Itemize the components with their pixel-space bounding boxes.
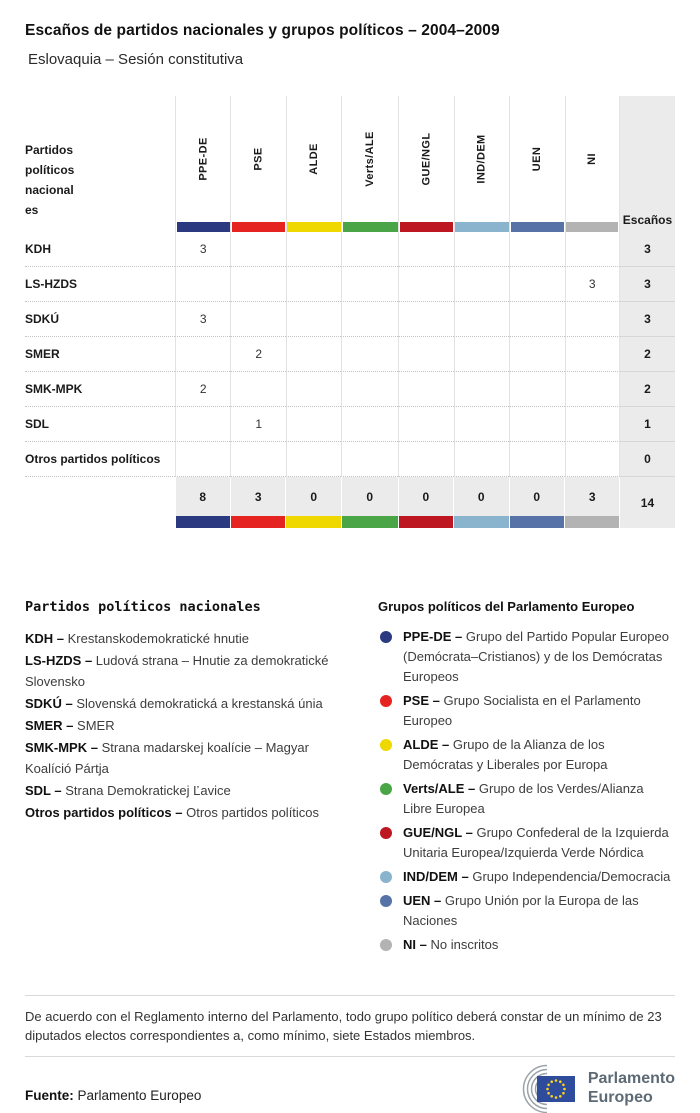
column-header-gue-ngl: GUE/NGL (398, 96, 454, 232)
row-total: 3 (620, 267, 675, 302)
seat-cell (175, 442, 230, 477)
seat-cell (230, 232, 285, 267)
column-header-pse: PSE (230, 96, 285, 232)
footer (25, 1063, 675, 1113)
legend-party-item: SDL – Strana Demokratickej Ľavice (25, 783, 231, 798)
seat-cell (175, 337, 230, 372)
group-color-bar (177, 222, 230, 232)
legend-party-item: LS-HZDS – Ludová strana – Hnutie za demokratické Slovensko (25, 653, 329, 689)
group-color-dot (380, 695, 392, 707)
group-color-bar (342, 516, 398, 528)
row-total: 3 (620, 302, 675, 337)
group-total-gue-ngl: 0 (398, 477, 454, 528)
party-name: Otros partidos políticos (25, 442, 175, 477)
legend-parties-title: Partidos políticos nacionales (25, 599, 261, 615)
column-header-ppe-de: PPE-DE (175, 96, 230, 232)
group-color-bar (510, 516, 564, 528)
column-header-alde: ALDE (286, 96, 341, 232)
first-column-header-line: Partidos (25, 143, 74, 157)
first-column-header-line: es (25, 203, 39, 217)
seat-cell (509, 442, 564, 477)
legend-group-item: IND/DEM – Grupo Independencia/Democracia (378, 867, 675, 887)
seat-cell (286, 372, 341, 407)
column-header-ni: NI (565, 96, 620, 232)
party-name: SDL (25, 407, 175, 442)
seat-cell (341, 407, 398, 442)
seat-cell (398, 407, 454, 442)
infographic-page (0, 22, 700, 1113)
logo-wordmark: Parlamento Europeo (587, 1070, 675, 1106)
legend-groups-title: Grupos políticos del Parlamento Europeo (378, 599, 635, 614)
group-color-dot (380, 739, 392, 751)
seat-cell: 3 (175, 232, 230, 267)
first-column-header-line: nacional (25, 183, 74, 197)
seat-cell (454, 232, 509, 267)
seat-cell (230, 267, 285, 302)
seat-cell (565, 302, 620, 337)
legend-group-item: PPE-DE – Grupo del Partido Popular Europeo (Demócrata–Cristianos) y de los Demócratas Europeos (378, 627, 675, 687)
seat-cell (509, 302, 564, 337)
seat-cell (454, 302, 509, 337)
group-total-ppe-de: 8 (175, 477, 230, 528)
seat-cell (286, 232, 341, 267)
seat-cell (341, 267, 398, 302)
seat-cell (286, 302, 341, 337)
page-title: Escaños de partidos nacionales y grupos políticos – 2004–2009 (25, 22, 500, 39)
group-color-bar (287, 222, 340, 232)
row-total: 2 (620, 372, 675, 407)
seat-cell: 2 (230, 337, 285, 372)
seat-cell (230, 372, 285, 407)
seat-cell (565, 337, 620, 372)
seat-cell (230, 302, 285, 337)
seat-cell (286, 337, 341, 372)
seat-cell (509, 232, 564, 267)
group-color-bar (286, 516, 340, 528)
divider (25, 1056, 675, 1057)
group-color-bar (511, 222, 564, 232)
seat-cell (509, 267, 564, 302)
seat-cell: 3 (175, 302, 230, 337)
seat-cell (454, 442, 509, 477)
seat-cell (398, 267, 454, 302)
legend-group-item: GUE/NGL – Grupo Confederal de la Izquierda Unitaria Europea/Izquierda Verde Nórdica (378, 823, 675, 863)
seat-cell (175, 267, 230, 302)
group-color-bar (232, 222, 285, 232)
legend-party-item: KDH – Krestanskodemokratické hnutie (25, 631, 250, 646)
group-color-dot (380, 783, 392, 795)
seat-cell (286, 267, 341, 302)
legend-group-item: PSE – Grupo Socialista en el Parlamento Europeo (378, 691, 675, 731)
seat-cell: 3 (565, 267, 620, 302)
seat-cell (286, 407, 341, 442)
legend-party-item: Otros partidos políticos – Otros partidos políticos (25, 805, 320, 820)
legend-party-item: SMER – SMER (25, 718, 115, 733)
legend-group-item: UEN – Grupo Unión por la Europa de las Naciones (378, 891, 675, 931)
group-color-bar (565, 516, 619, 528)
row-total: 3 (620, 232, 675, 267)
seat-cell (341, 442, 398, 477)
seat-cell (341, 337, 398, 372)
first-column-header (25, 96, 175, 232)
group-color-bar (566, 222, 618, 232)
row-total: 1 (620, 407, 675, 442)
group-color-bar (343, 222, 398, 232)
hemicycle-icon (487, 1063, 579, 1113)
seat-cell (398, 372, 454, 407)
seat-cell: 1 (230, 407, 285, 442)
column-header-ind-dem: IND/DEM (454, 96, 509, 232)
party-name: SDKÚ (25, 302, 175, 337)
seats-column-header: Escaños (620, 96, 675, 232)
seat-cell (565, 442, 620, 477)
seat-cell (398, 337, 454, 372)
group-color-bar (399, 516, 454, 528)
seat-cell: 2 (175, 372, 230, 407)
group-total-uen: 0 (509, 477, 564, 528)
grand-total: 14 (620, 477, 675, 528)
group-color-bar (454, 516, 508, 528)
group-color-dot (380, 631, 392, 643)
group-total-ni: 3 (565, 477, 620, 528)
seat-cell (341, 232, 398, 267)
seat-cell (509, 372, 564, 407)
source-line: Fuente: Parlamento Europeo (25, 1087, 202, 1103)
legend-group-item: ALDE – Grupo de la Alianza de los Demócratas y Liberales por Europa (378, 735, 675, 775)
group-color-bar (176, 516, 230, 528)
seat-cell (565, 372, 620, 407)
seat-cell (454, 407, 509, 442)
seats-table (25, 96, 675, 528)
seat-cell (565, 232, 620, 267)
group-color-dot (380, 827, 392, 839)
divider (25, 995, 675, 996)
seat-cell (398, 302, 454, 337)
row-total: 0 (620, 442, 675, 477)
group-total-verts-ale: 0 (341, 477, 398, 528)
column-header-uen: UEN (509, 96, 564, 232)
column-header-verts-ale: Verts/ALE (341, 96, 398, 232)
group-color-dot (380, 871, 392, 883)
legend-party-item: SMK-MPK – Strana madarskej koalície – Magyar Koalíció Pártja (25, 740, 309, 776)
seat-cell (509, 337, 564, 372)
european-parliament-logo (487, 1063, 675, 1113)
seat-cell (341, 302, 398, 337)
group-color-bar (231, 516, 285, 528)
first-column-header-line: políticos (25, 163, 75, 177)
group-color-bar (400, 222, 454, 232)
legends-section (25, 599, 675, 959)
seat-cell (175, 407, 230, 442)
group-total-ind-dem: 0 (454, 477, 509, 528)
seat-cell (286, 442, 341, 477)
party-name: KDH (25, 232, 175, 267)
group-color-bar (455, 222, 508, 232)
seat-cell (509, 407, 564, 442)
totals-row-spacer (25, 477, 175, 528)
page-subtitle: Eslovaquia – Sesión constitutiva (28, 51, 244, 68)
seat-cell (454, 372, 509, 407)
legend-group-item: Verts/ALE – Grupo de los Verdes/Alianza Libre Europea (378, 779, 675, 819)
party-name: LS-HZDS (25, 267, 175, 302)
party-name: SMK-MPK (25, 372, 175, 407)
seat-cell (230, 442, 285, 477)
legend-national-parties (25, 599, 355, 959)
seat-cell (398, 442, 454, 477)
party-name: SMER (25, 337, 175, 372)
group-color-dot (380, 895, 392, 907)
legend-group-item: NI – No inscritos (378, 935, 675, 955)
legend-political-groups (378, 599, 675, 959)
legend-party-item: SDKÚ – Slovenská demokratická a krestanská únia (25, 696, 323, 711)
footnote: De acuerdo con el Reglamento interno del Parlamento, todo grupo político deberá constar de un mínimo de 23 diputados electos correspondientes a, como mínimo, siete Estados miembros. (25, 1009, 662, 1043)
seat-cell (341, 372, 398, 407)
group-total-alde: 0 (286, 477, 341, 528)
row-total: 2 (620, 337, 675, 372)
seat-cell (565, 407, 620, 442)
seat-cell (454, 267, 509, 302)
group-total-pse: 3 (230, 477, 285, 528)
group-color-dot (380, 939, 392, 951)
seat-cell (454, 337, 509, 372)
seat-cell (398, 232, 454, 267)
